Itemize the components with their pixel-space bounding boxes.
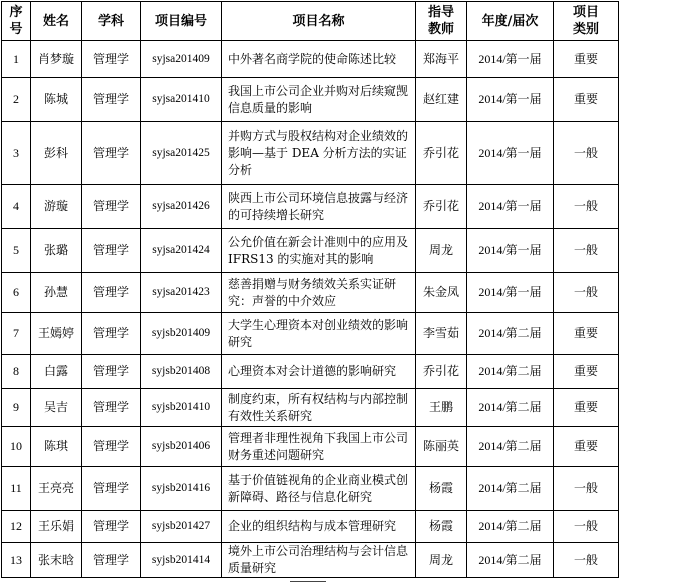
cell-title: 我国上市公司企业并购对后续窥觊信息质量的影响 xyxy=(222,78,416,122)
cell-no: 10 xyxy=(2,427,31,467)
cell-title: 中外著名商学院的使命陈述比较 xyxy=(222,41,416,78)
cell-code: syjsa201426 xyxy=(141,185,222,229)
cell-year: 2014/第一届 xyxy=(467,122,554,185)
table-row xyxy=(2,355,619,389)
cell-advisor: 李雪茹 xyxy=(416,313,467,355)
cell-no: 1 xyxy=(2,41,31,78)
cell-advisor: 朱金凤 xyxy=(416,273,467,313)
cell-advisor: 郑海平 xyxy=(416,41,467,78)
cell-name: 游璇 xyxy=(31,185,82,229)
header-subject: 学科 xyxy=(82,2,141,41)
table-row xyxy=(2,122,619,185)
cell-subject: 管理学 xyxy=(82,511,141,543)
cell-no: 7 xyxy=(2,313,31,355)
cell-subject: 管理学 xyxy=(82,355,141,389)
cell-year: 2014/第二届 xyxy=(467,511,554,543)
cell-advisor: 乔引花 xyxy=(416,355,467,389)
cell-advisor: 王鹏 xyxy=(416,389,467,427)
cell-name: 王乐娟 xyxy=(31,511,82,543)
cell-no: 3 xyxy=(2,122,31,185)
cell-code: syjsa201423 xyxy=(141,273,222,313)
cell-year: 2014/第二届 xyxy=(467,427,554,467)
table-row xyxy=(2,41,619,78)
cell-subject: 管理学 xyxy=(82,543,141,578)
cell-no: 2 xyxy=(2,78,31,122)
cell-subject: 管理学 xyxy=(82,41,141,78)
header-category: 项目类别 xyxy=(554,2,619,41)
cell-category: 重要 xyxy=(554,78,619,122)
cell-advisor: 周龙 xyxy=(416,543,467,578)
cell-no: 12 xyxy=(2,511,31,543)
cell-no: 8 xyxy=(2,355,31,389)
cell-subject: 管理学 xyxy=(82,229,141,273)
cell-advisor: 杨霞 xyxy=(416,467,467,511)
cell-advisor: 赵红建 xyxy=(416,78,467,122)
cell-title: 陕西上市公司环境信息披露与经济的可持续增长研究 xyxy=(222,185,416,229)
cell-year: 2014/第一届 xyxy=(467,229,554,273)
cell-year: 2014/第一届 xyxy=(467,41,554,78)
cell-name: 张璐 xyxy=(31,229,82,273)
cell-no: 9 xyxy=(2,389,31,427)
cell-category: 重要 xyxy=(554,41,619,78)
cell-name: 王嫣婷 xyxy=(31,313,82,355)
cell-no: 4 xyxy=(2,185,31,229)
cell-category: 重要 xyxy=(554,389,619,427)
cell-year: 2014/第一届 xyxy=(467,78,554,122)
cell-category: 一般 xyxy=(554,185,619,229)
cell-name: 王亮亮 xyxy=(31,467,82,511)
cell-name: 彭科 xyxy=(31,122,82,185)
cell-category: 一般 xyxy=(554,467,619,511)
cell-subject: 管理学 xyxy=(82,273,141,313)
cell-category: 一般 xyxy=(554,273,619,313)
cell-year: 2014/第二届 xyxy=(467,467,554,511)
table-row xyxy=(2,229,619,273)
cell-subject: 管理学 xyxy=(82,122,141,185)
table-row xyxy=(2,467,619,511)
cell-subject: 管理学 xyxy=(82,467,141,511)
table-row xyxy=(2,511,619,543)
cell-subject: 管理学 xyxy=(82,185,141,229)
cell-category: 一般 xyxy=(554,543,619,578)
cell-advisor: 乔引花 xyxy=(416,185,467,229)
cell-code: syjsb201416 xyxy=(141,467,222,511)
table-row xyxy=(2,389,619,427)
cell-year: 2014/第二届 xyxy=(467,389,554,427)
table-row xyxy=(2,427,619,467)
cell-name: 孙慧 xyxy=(31,273,82,313)
cell-title: 企业的组织结构与成本管理研究 xyxy=(222,511,416,543)
cell-category: 重要 xyxy=(554,313,619,355)
cell-title: 基于价值链视角的企业商业模式创新障碍、路径与信息化研究 xyxy=(222,467,416,511)
cell-subject: 管理学 xyxy=(82,313,141,355)
cell-code: syjsa201424 xyxy=(141,229,222,273)
header-no: 序号 xyxy=(2,2,31,41)
table-row xyxy=(2,273,619,313)
cell-no: 6 xyxy=(2,273,31,313)
cell-code: syjsa201425 xyxy=(141,122,222,185)
cell-code: syjsa201409 xyxy=(141,41,222,78)
cell-category: 一般 xyxy=(554,122,619,185)
cell-year: 2014/第二届 xyxy=(467,355,554,389)
cell-year: 2014/第一届 xyxy=(467,185,554,229)
cell-name: 白露 xyxy=(31,355,82,389)
table-row xyxy=(2,313,619,355)
cell-code: syjsb201409 xyxy=(141,313,222,355)
table-row xyxy=(2,78,619,122)
cell-year: 2014/第一届 xyxy=(467,273,554,313)
header-name: 姓名 xyxy=(31,2,82,41)
cell-code: syjsb201406 xyxy=(141,427,222,467)
cell-title: 大学生心理资本对创业绩效的影响研究 xyxy=(222,313,416,355)
cell-title: 制度约束，所有权结构与内部控制有效性关系研究 xyxy=(222,389,416,427)
projects-table xyxy=(1,1,619,578)
cell-advisor: 乔引花 xyxy=(416,122,467,185)
table-row xyxy=(2,185,619,229)
cell-title: 并购方式与股权结构对企业绩效的影响—基于 DEA 分析方法的实证分析 xyxy=(222,122,416,185)
cell-year: 2014/第二届 xyxy=(467,313,554,355)
cell-category: 重要 xyxy=(554,427,619,467)
cell-name: 陈城 xyxy=(31,78,82,122)
cell-code: syjsb201410 xyxy=(141,389,222,427)
cell-name: 张末晗 xyxy=(31,543,82,578)
header-year: 年度/届次 xyxy=(467,2,554,41)
table-row xyxy=(2,543,619,578)
header-advisor: 指导教师 xyxy=(416,2,467,41)
cell-advisor: 杨霞 xyxy=(416,511,467,543)
cell-year: 2014/第二届 xyxy=(467,543,554,578)
cell-advisor: 周龙 xyxy=(416,229,467,273)
cell-no: 13 xyxy=(2,543,31,578)
cell-name: 陈琪 xyxy=(31,427,82,467)
cell-advisor: 陈丽英 xyxy=(416,427,467,467)
cell-no: 5 xyxy=(2,229,31,273)
cell-subject: 管理学 xyxy=(82,78,141,122)
cell-category: 重要 xyxy=(554,355,619,389)
page-divider xyxy=(290,581,326,582)
cell-name: 肖梦璇 xyxy=(31,41,82,78)
header-code: 项目编号 xyxy=(141,2,222,41)
cell-title: 境外上市公司治理结构与会计信息质量研究 xyxy=(222,543,416,578)
cell-no: 11 xyxy=(2,467,31,511)
cell-code: syjsb201408 xyxy=(141,355,222,389)
cell-title: 心理资本对会计道德的影响研究 xyxy=(222,355,416,389)
cell-subject: 管理学 xyxy=(82,389,141,427)
cell-code: syjsb201427 xyxy=(141,511,222,543)
header-row xyxy=(2,2,619,41)
cell-code: syjsb201414 xyxy=(141,543,222,578)
cell-title: 管理者非理性视角下我国上市公司财务重述问题研究 xyxy=(222,427,416,467)
cell-subject: 管理学 xyxy=(82,427,141,467)
cell-title: 公允价值在新会计准则中的应用及 IFRS13 的实施对其的影响 xyxy=(222,229,416,273)
cell-category: 一般 xyxy=(554,229,619,273)
cell-name: 吴吉 xyxy=(31,389,82,427)
cell-category: 一般 xyxy=(554,511,619,543)
header-title: 项目名称 xyxy=(222,2,416,41)
cell-title: 慈善捐赠与财务绩效关系实证研究：声誉的中介效应 xyxy=(222,273,416,313)
cell-code: syjsa201410 xyxy=(141,78,222,122)
